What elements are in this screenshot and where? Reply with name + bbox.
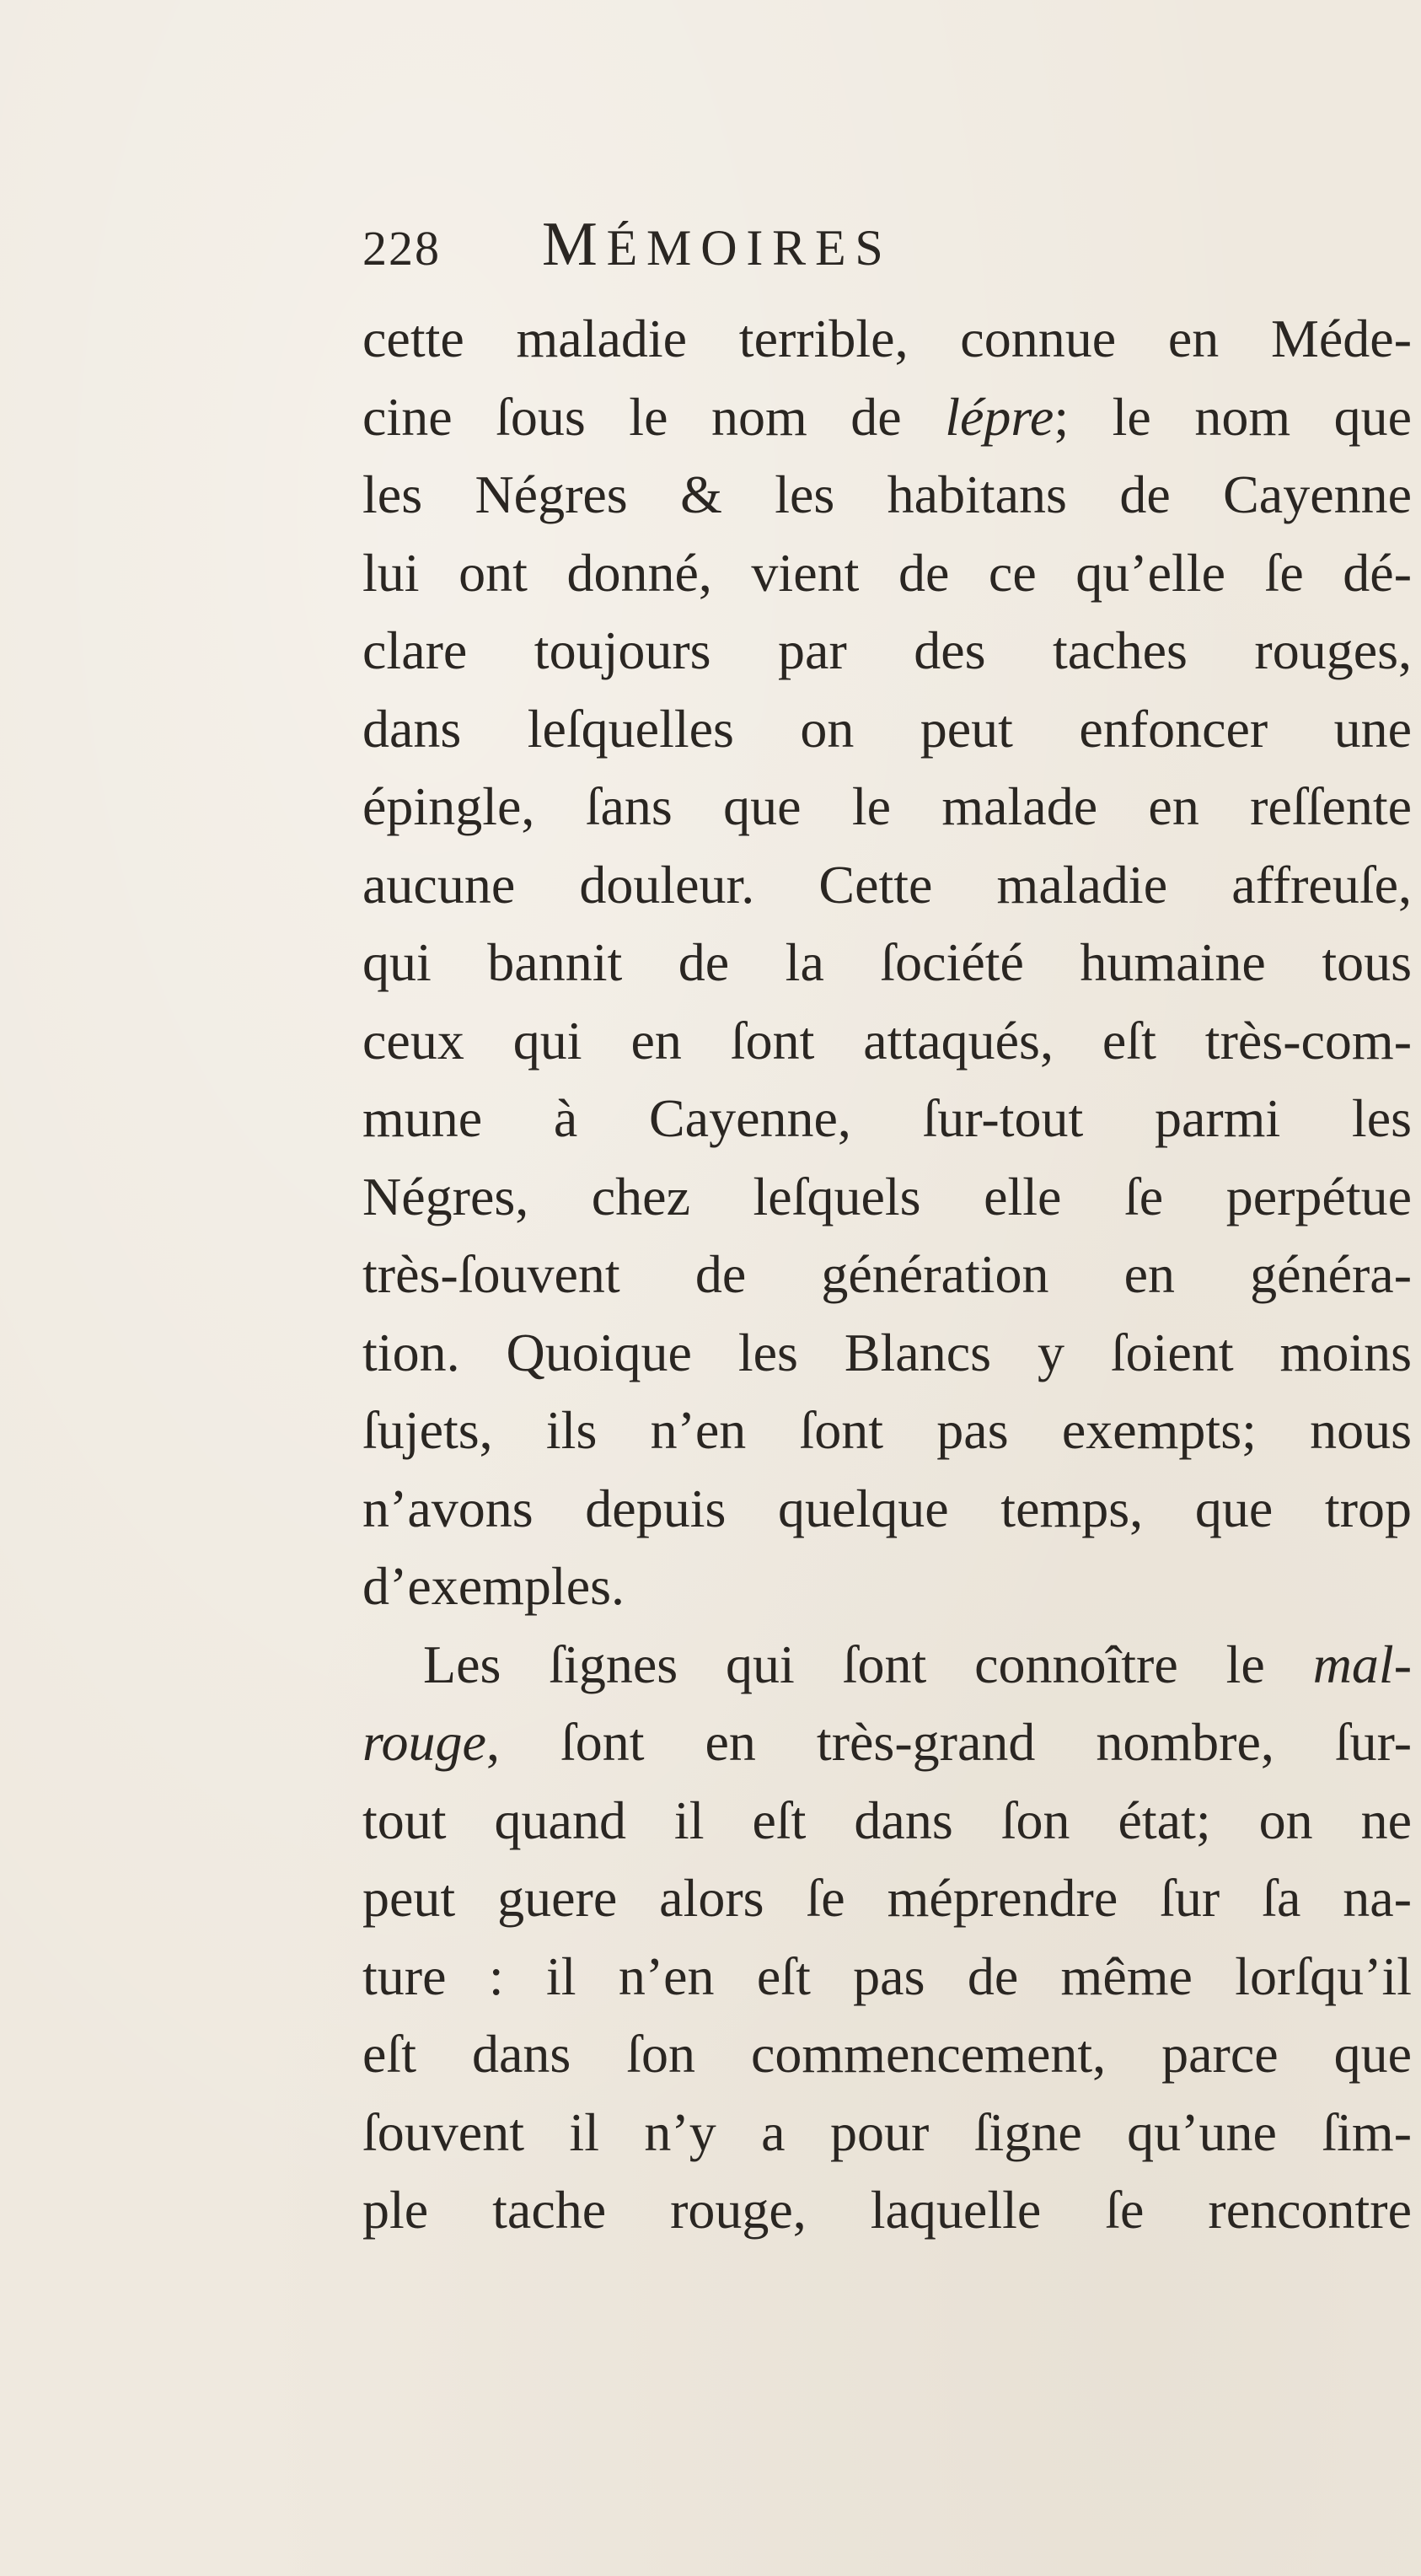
text-line: tout quand il eſt dans ſon état; on ne bbox=[362, 1790, 1412, 1850]
text-line: Négres, chez leſquels elle ſe perpétue bbox=[362, 1166, 1412, 1226]
text-line: ple tache rouge, laquelle ſe rencontre bbox=[362, 2180, 1412, 2240]
running-title bbox=[542, 209, 893, 281]
text-fragment: cine ſous le nom de bbox=[362, 386, 946, 447]
text-line: ſujets, ils n’en ſont pas exempts; nous bbox=[362, 1400, 1412, 1460]
text-line bbox=[362, 378, 1412, 457]
text-line: ture : il n’en eſt pas de même lorſqu’il bbox=[362, 1945, 1412, 2006]
text-line: d’exemples. bbox=[362, 1556, 625, 1616]
text-line: aucune douleur. Cette maladie affreuſe, bbox=[362, 854, 1412, 915]
italic-term: rouge bbox=[362, 1712, 486, 1772]
running-title-initial: M bbox=[542, 210, 607, 279]
text-line: ſouvent il n’y a pour ſigne qu’une ſim- bbox=[362, 2101, 1412, 2162]
text-line: très-ſouvent de génération en généra- bbox=[362, 1244, 1412, 1304]
italic-term: lépre bbox=[945, 386, 1054, 447]
page-number: 228 bbox=[362, 221, 441, 276]
text-line: ceux qui en ſont attaqués, eſt très-com- bbox=[362, 1010, 1412, 1071]
running-header bbox=[362, 209, 1290, 279]
text-line: dans leſquelles on peut enfoncer une bbox=[362, 698, 1412, 759]
text-fragment: ; le nom que bbox=[1054, 386, 1413, 447]
text-fragment: Les ſignes qui ſont connoître le bbox=[423, 1634, 1313, 1694]
text-line: eſt dans ſon commencement, parce que bbox=[362, 2024, 1412, 2084]
italic-term: mal- bbox=[1312, 1634, 1412, 1694]
text-fragment: , ſont en très-grand nombre, ſur- bbox=[485, 1712, 1412, 1772]
text-line: clare toujours par des taches rouges, bbox=[362, 620, 1412, 680]
body-text bbox=[362, 300, 1412, 2250]
text-line: mune à Cayenne, ſur-tout parmi les bbox=[362, 1088, 1412, 1148]
text-line bbox=[362, 1704, 1412, 1782]
text-line: peut guere alors ſe méprendre ſur ſa na- bbox=[362, 1868, 1412, 1928]
text-line: qui bannit de la ſociété humaine tous bbox=[362, 932, 1412, 992]
text-line bbox=[362, 1626, 1412, 1704]
text-line: épingle, ſans que le malade en reſſente bbox=[362, 776, 1412, 836]
running-title-rest: ÉMOIRES bbox=[606, 220, 893, 276]
text-line: tion. Quoique les Blancs y ſoient moins bbox=[362, 1322, 1412, 1382]
text-line: les Négres & les habitans de Cayenne bbox=[362, 464, 1412, 524]
text-line: cette maladie terrible, connue en Méde- bbox=[362, 309, 1412, 368]
text-line: lui ont donné, vient de ce qu’elle ſe dé- bbox=[362, 542, 1412, 603]
text-line: n’avons depuis quelque temps, que trop bbox=[362, 1478, 1412, 1538]
